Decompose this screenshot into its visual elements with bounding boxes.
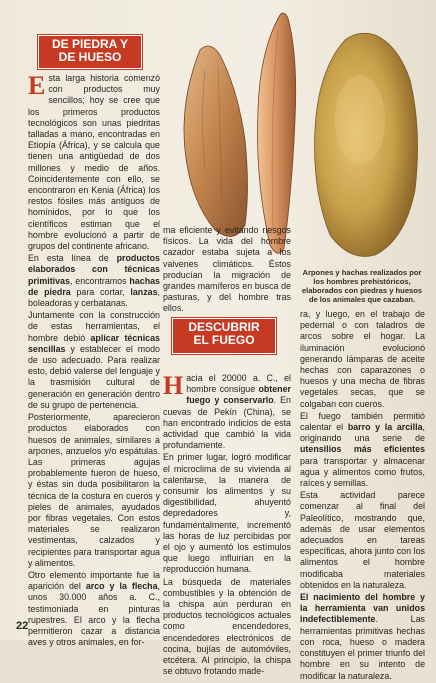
drop-cap: E xyxy=(28,71,46,100)
heading-line: DE PIEDRA Y xyxy=(51,37,129,51)
stone-blade-icon xyxy=(258,13,296,253)
paragraph-text: sta larga historia comenzó con productos muy sencillos; hoy se cree que los primeros productos tecnológicos son unas piedritas talladas a mano, encontradas en Etiopía (África), y se calcula que tienen una antigüedad de dos millones y medio de años. Coincidentemente con ello, se encontraron en Kenia (África) los restos fósiles más antiguos de homínidos, por lo que los científicos estiman que el hombre evolucionó a partir de grupos del continente africano. xyxy=(28,73,160,252)
column-right xyxy=(300,309,425,683)
paragraph xyxy=(28,570,160,648)
bold-text: hachas de piedra xyxy=(28,275,160,297)
text-run: El fuego también permitió calentar el xyxy=(300,410,425,433)
text-run: . Las herramientas primitivas hechas con roca, hueso o madera constituyen el primer triunfo del hombre en su intento de modificar la naturaleza. xyxy=(300,614,425,681)
bold-text: obtener fuego y conservarlo xyxy=(186,384,291,406)
paragraph xyxy=(300,411,425,489)
paragraph: Esta actividad parece comenzar al final del Paleolítico, mostrando que, además de usar elementos adecuados en tareas específicas, ahora junto con los alimentos el hombre modificaba materiales obtenidos en la naturaleza. xyxy=(300,490,425,590)
stone-axe-icon xyxy=(315,33,418,256)
text-run: Juntamente con la construcción de estas herramientas, el hombre debió xyxy=(28,310,160,343)
paragraph xyxy=(300,592,425,682)
text-run: , originando una serie de xyxy=(300,422,425,444)
paragraph: En primer lugar, logró modificar el microclima de su vivienda al calentarse, la manera de consumir los alimentos y su digestibilidad, ahuyentó depredadores y, fundamentalmente, incrementó las horas de luz percibidas por el ojo y aumentó los estímulos que luego influirían en la reproducción humana. xyxy=(163,452,291,575)
section-heading-stone-bone xyxy=(38,35,142,69)
heading-line: DESCUBRIR xyxy=(188,320,260,334)
text-run: Otro elemento importante fue la aparición del xyxy=(28,569,160,592)
paragraph: ra, y luego, en el trabajo de pedernal o con taladros de arcos sobre el hogar. La iluminación evolucionó generando lámparas de aceite hechas con caparazones o huesos y una mecha de fibras vegetales secas, que se colgaban con cueros. xyxy=(300,309,425,409)
paragraph: ma eficiente y evitando riesgos físicos. La vida del hombre cazador estaba sujeta a los vaivenes climáticos. Éstos producían la migración de grandes mamíferos en busca de pasturas, y del hombre tras ellos. xyxy=(163,225,291,314)
text-run: , encontramos xyxy=(69,275,130,286)
paragraph xyxy=(163,373,291,451)
stone-arrowhead-icon xyxy=(184,46,248,236)
text-run: para cortar, xyxy=(70,286,131,297)
bold-text: El nacimiento del hombre y la herramienta van unidos indefectiblemente xyxy=(300,592,425,625)
paragraph: Posteriormente, aparecieron productos elaborados con huesos de animales, similares a arpones, anzuelos y/o espátulas. Las primeras agujas probablemente fueron de hueso, y éstas sin duda posibilitaron la técnica de la costura en cueros y pieles de animales, ayudados por fibras vegetales. Con estos materiales se realizaron vestimentas, calzados y recipientes para transportar agua y alimentos. xyxy=(28,412,160,568)
image-caption: Arpones y hachas realizados por los hombres prehistóricos, elaborados con piedras y huesos de los animales que cazaban. xyxy=(301,268,423,304)
heading-line: EL FUEGO xyxy=(193,333,255,347)
column-left xyxy=(28,73,160,649)
text-run: , unos 30.000 años a. C., testimoniada en pinturas rupestres. El arco y la flecha permitieron cazar a distancia aves y otros animales, en for- xyxy=(28,581,160,648)
text-run: para transportar y almacenar agua y alimentos como frutos, raíces y semillas. xyxy=(300,455,425,489)
bold-text: productos elaborados con técnicas primitivas xyxy=(28,253,160,286)
bold-text: utensilios más eficientes xyxy=(300,444,425,455)
paragraph: La búsqueda de materiales combustibles y la obtención de la chispa aún perduran en productos tecnológicos actuales como encendedores, encendedores electrónicos de cocina, bujías de automóviles, etcétera. Al principio, la chispa se obtuvo frotando made- xyxy=(163,576,291,677)
text-run: . En cuevas de Pekín (China), se han encontrado indicios de esta actividad que cambió la vida profundamente. xyxy=(163,395,291,451)
column-middle-top xyxy=(163,225,291,316)
heading-line: DE HUESO xyxy=(58,50,122,64)
text-run: En esta línea de xyxy=(28,253,117,264)
bold-text: arco y la flecha xyxy=(85,581,158,592)
bold-text: barro y la arcilla xyxy=(347,422,423,433)
drop-cap: H xyxy=(163,371,184,400)
bold-text: aplicar técnicas sencillas xyxy=(28,332,160,354)
text-run: , boleadoras y cerbatanas. xyxy=(28,286,160,309)
text-run: acia el 20000 a. C., el hombre consigue xyxy=(186,373,291,395)
paragraph xyxy=(28,253,160,309)
section-heading-fire xyxy=(172,318,276,354)
bold-text: lanzas xyxy=(130,286,158,297)
text-run: y establecer el modo de uso adecuado. Para realizar esto, debió valerse del lenguaje y la trasmisión cultural de generación en generación dentro de su grupo de pertenencia. xyxy=(28,343,160,410)
paragraph xyxy=(28,310,160,411)
column-middle xyxy=(163,373,291,678)
paragraph xyxy=(28,73,160,252)
page-number: 22 xyxy=(16,620,29,632)
